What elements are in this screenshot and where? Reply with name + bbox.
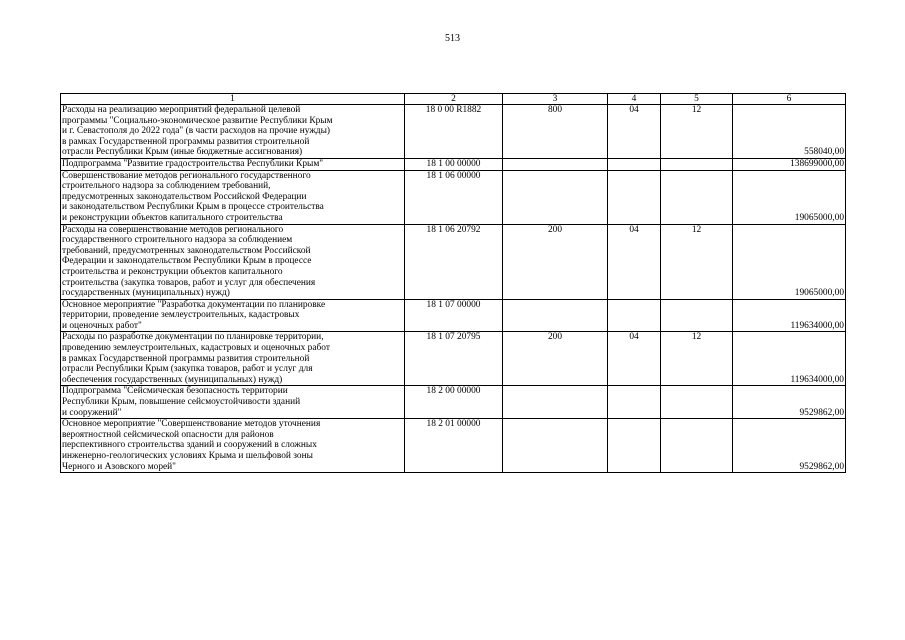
cell-name: [61, 158, 405, 170]
cell-name: [61, 105, 405, 159]
cell-sum: 119634000,00: [733, 332, 846, 386]
cell-subsection: 12: [661, 105, 733, 159]
cell-name-line: и сооружений": [62, 407, 122, 418]
table-row: [61, 224, 846, 299]
table-row: [61, 332, 846, 386]
cell-name-line: государственного строительного надзора за соблюдением: [62, 235, 293, 246]
cell-name-line: Основное мероприятие "Совершенствование методов уточнения: [62, 419, 321, 430]
cell-code: 18 1 06 00000: [405, 170, 503, 224]
cell-sum: 19065000,00: [733, 170, 846, 224]
cell-subsection: [661, 299, 733, 332]
cell-subsection: [661, 170, 733, 224]
cell-expense-type: [503, 170, 608, 224]
page-number: 513: [445, 33, 460, 44]
cell-code: 18 1 06 20792: [405, 224, 503, 299]
cell-sum: 19065000,00: [733, 224, 846, 299]
table-row: [61, 299, 846, 332]
cell-section: [608, 170, 661, 224]
cell-code: 18 2 00 00000: [405, 386, 503, 419]
cell-expense-type: [503, 419, 608, 473]
cell-expense-type: [503, 158, 608, 170]
cell-name-line: Федерации и законодательством Республики Крым в процессе: [62, 256, 312, 267]
cell-name-line: требований, предусмотренных законодательством Российской: [62, 245, 311, 256]
cell-section: 04: [608, 105, 661, 159]
cell-name-line: Расходы на реализацию мероприятий федеральной целевой: [62, 105, 301, 115]
cell-sum: 558040,00: [733, 105, 846, 159]
cell-name-line: и г. Севастополя до 2022 года" (в части расходов на прочие нужды): [62, 126, 330, 137]
cell-name-line: строительства и реконструкции объектов капитального: [62, 266, 283, 277]
cell-name-line: и законодательством Республики Крым в процессе строительства: [62, 202, 324, 213]
column-header: 2: [405, 94, 503, 105]
cell-section: 04: [608, 332, 661, 386]
cell-subsection: 12: [661, 224, 733, 299]
table-row: [61, 386, 846, 419]
cell-section: [608, 419, 661, 473]
cell-name: [61, 332, 405, 386]
cell-name-line: Подпрограмма "Развитие градостроительства Республики Крым": [62, 158, 324, 169]
cell-name-line: вероятностной сейсмической опасности для районов: [62, 429, 274, 440]
table-row: [61, 419, 846, 473]
cell-name-line: программы "Социально-экономическое развитие Республики Крым: [62, 115, 333, 126]
cell-name: [61, 299, 405, 332]
cell-expense-type: 200: [503, 224, 608, 299]
cell-subsection: [661, 158, 733, 170]
cell-sum: 119634000,00: [733, 299, 846, 332]
cell-section: 04: [608, 224, 661, 299]
cell-name-line: перспективного строительства зданий и сооружений в сложных: [62, 440, 317, 451]
cell-subsection: [661, 386, 733, 419]
cell-name-line: и реконструкции объектов капитального строительства: [62, 212, 283, 223]
cell-name-line: Совершенствование методов регионального государственного: [62, 170, 311, 181]
cell-expense-type: 200: [503, 332, 608, 386]
cell-name-line: и оценочных работ": [62, 320, 142, 331]
cell-name-line: Подпрограмма "Сейсмическая безопасность территории: [62, 386, 288, 397]
budget-table: [60, 93, 846, 473]
cell-name-line: инженерно-геологических условиях Крыма и шельфовой зоны: [62, 451, 313, 461]
cell-name: [61, 170, 405, 224]
cell-name-line: строительства (закупка товаров, работ и услуг для обеспечения: [62, 277, 316, 288]
cell-name: [61, 386, 405, 419]
cell-section: [608, 386, 661, 419]
cell-code: 18 2 01 00000: [405, 419, 503, 473]
cell-name-line: государственных (муниципальных) нужд): [62, 288, 230, 299]
header-row: [61, 94, 846, 105]
cell-expense-type: 800: [503, 105, 608, 159]
cell-name: [61, 419, 405, 473]
cell-section: [608, 158, 661, 170]
cell-name-line: проведению землеустроительных, кадастровых и оценочных работ: [62, 343, 330, 354]
cell-name-line: в рамках Государственной программы развития строительной: [62, 353, 310, 364]
cell-name-line: Расходы по разработке документации по планировке территории,: [62, 332, 324, 343]
cell-section: [608, 299, 661, 332]
cell-name-line: Расходы на совершенствование методов регионального: [62, 224, 284, 235]
cell-code: 18 1 07 20795: [405, 332, 503, 386]
cell-name-line: строительного надзора за соблюдением требований,: [62, 181, 271, 192]
cell-expense-type: [503, 299, 608, 332]
cell-sum: 138699000,00: [733, 158, 846, 170]
cell-code: 18 1 00 00000: [405, 158, 503, 170]
cell-sum: 9529862,00: [733, 386, 846, 419]
cell-sum: 9529862,00: [733, 419, 846, 473]
cell-subsection: 12: [661, 332, 733, 386]
table-row: [61, 158, 846, 170]
cell-name-line: обеспечения государственных (муниципальных) нужд): [62, 374, 283, 385]
column-header: 1: [61, 94, 405, 105]
cell-name-line: Республики Крым, повышение сейсмоустойчивости зданий: [62, 397, 301, 408]
cell-code: 18 0 00 R1882: [405, 105, 503, 159]
cell-name-line: Основное мероприятие "Разработка документации по планировке: [62, 299, 326, 310]
cell-name-line: Черного и Азовского морей": [62, 461, 177, 472]
cell-expense-type: [503, 386, 608, 419]
column-header: 4: [608, 94, 661, 105]
cell-name-line: предусмотренных законодательством Российской Федерации: [62, 191, 307, 202]
cell-name-line: отрасли Республики Крым (закупка товаров, работ и услуг для: [62, 364, 313, 375]
cell-name-line: в рамках Государственной программы развития строительной: [62, 136, 310, 147]
cell-name-line: территории, проведение землеустроительных, кадастровых: [62, 310, 300, 321]
column-header: 3: [503, 94, 608, 105]
cell-name-line: отрасли Республики Крым (иные бюджетные ассигнования): [62, 147, 303, 158]
cell-code: 18 1 07 00000: [405, 299, 503, 332]
table-row: [61, 105, 846, 159]
cell-subsection: [661, 419, 733, 473]
column-header: 5: [661, 94, 733, 105]
column-header: 6: [733, 94, 846, 105]
table-row: [61, 170, 846, 224]
cell-name: [61, 224, 405, 299]
